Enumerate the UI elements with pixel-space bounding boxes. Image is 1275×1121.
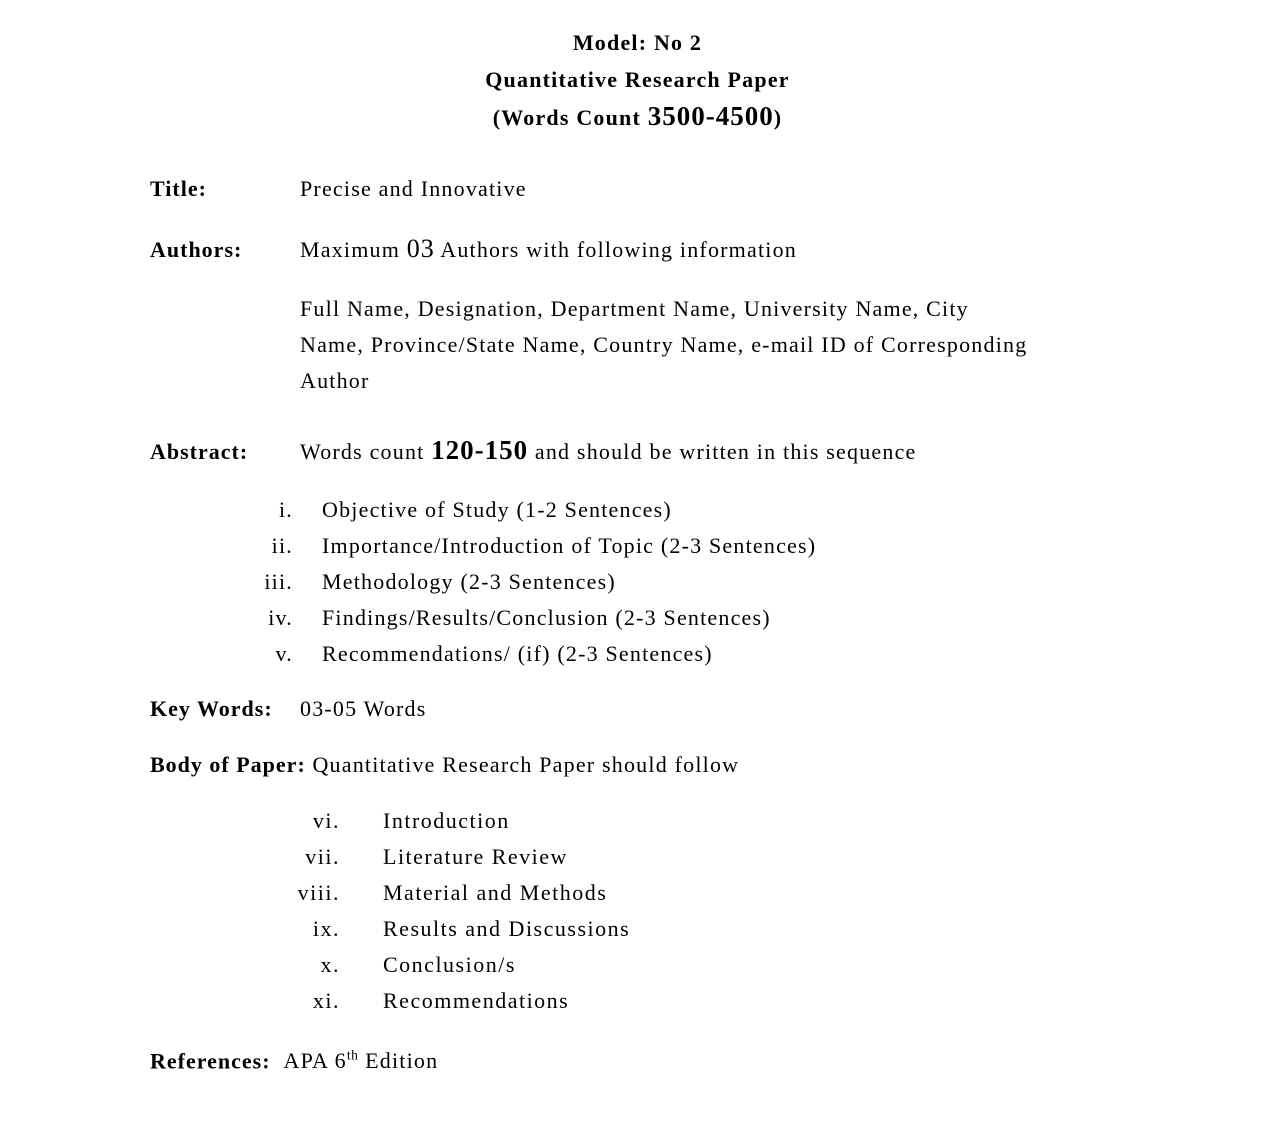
body-of-paper-label: Body of Paper: <box>150 752 306 777</box>
authors-value <box>300 234 797 265</box>
list-item <box>150 803 1125 839</box>
item-text: Objective of Study (1-2 Sentences) <box>322 497 672 522</box>
references-value <box>284 1048 439 1073</box>
list-item <box>150 875 1125 911</box>
references-label: References: <box>150 1048 271 1074</box>
item-text: Importance/Introduction of Topic (2-3 Sentences) <box>322 533 817 558</box>
keywords-label: Key Words: <box>150 696 273 721</box>
words-count-number: 3500-4500 <box>647 101 774 131</box>
item-numeral: x. <box>320 952 340 977</box>
item-numeral: iii. <box>264 569 293 594</box>
abstract-sequence-list <box>150 492 1125 672</box>
references-value-prefix: APA 6 <box>283 1048 347 1074</box>
header-line-3 <box>150 98 1125 136</box>
item-text: Material and Methods <box>383 880 608 905</box>
authors-details <box>300 291 1125 399</box>
item-text: Findings/Results/Conclusion (2-3 Sentences) <box>322 605 771 630</box>
item-text: Introduction <box>383 808 510 833</box>
item-numeral: viii. <box>297 880 340 905</box>
authors-value-prefix: Maximum <box>300 237 407 262</box>
words-count-suffix: ) <box>773 105 783 130</box>
abstract-section <box>150 435 1125 467</box>
title-label: Title: <box>150 176 207 201</box>
list-item <box>150 983 1125 1019</box>
list-item <box>150 839 1125 875</box>
references-section <box>150 1041 1125 1076</box>
authors-details-line: Author <box>300 368 370 393</box>
item-text: Recommendations/ (if) (2-3 Sentences) <box>322 641 713 666</box>
item-text: Recommendations <box>383 988 570 1013</box>
list-item <box>150 528 1125 564</box>
header-line-2: Quantitative Research Paper <box>485 67 790 92</box>
abstract-value <box>300 435 917 467</box>
item-numeral: vii. <box>305 844 340 869</box>
item-numeral: iv. <box>268 605 293 630</box>
list-item <box>150 636 1125 672</box>
references-ordinal-suffix: th <box>346 1048 359 1063</box>
abstract-words-number: 120-150 <box>431 435 529 465</box>
item-numeral: xi. <box>312 988 340 1013</box>
authors-section <box>150 234 1125 265</box>
list-item <box>150 492 1125 528</box>
list-item <box>150 947 1125 983</box>
list-item <box>150 600 1125 636</box>
header-line-1: Model: No 2 <box>572 30 703 55</box>
authors-value-suffix: Authors with following information <box>434 237 797 262</box>
body-structure-list <box>150 803 1125 1019</box>
abstract-value-prefix: Words count <box>300 439 432 464</box>
item-text: Results and Discussions <box>383 916 631 941</box>
title-value: Precise and Innovative <box>300 176 527 201</box>
item-text: Literature Review <box>383 844 568 869</box>
authors-max-number: 03 <box>406 234 435 263</box>
item-numeral: ix. <box>312 916 340 941</box>
references-value-suffix: Edition <box>358 1048 439 1074</box>
abstract-label: Abstract: <box>150 439 249 464</box>
item-text: Methodology (2-3 Sentences) <box>322 569 616 594</box>
document-header <box>150 24 1125 136</box>
item-numeral: v. <box>275 641 293 666</box>
item-numeral: i. <box>278 497 293 522</box>
body-of-paper-section <box>150 750 1125 780</box>
body-of-paper-value: Quantitative Research Paper should follow <box>305 752 740 777</box>
keywords-section <box>150 694 1125 724</box>
item-numeral: ii. <box>271 533 293 558</box>
authors-details-line: Full Name, Designation, Department Name, University Name, City <box>300 296 969 321</box>
title-section <box>150 174 1125 204</box>
item-text: Conclusion/s <box>383 952 516 977</box>
item-numeral: vi. <box>312 808 340 833</box>
list-item <box>150 564 1125 600</box>
authors-label: Authors: <box>150 237 243 262</box>
list-item <box>150 911 1125 947</box>
abstract-value-suffix: and should be written in this sequence <box>528 439 917 464</box>
words-count-prefix: (Words Count <box>492 105 648 130</box>
authors-details-line: Name, Province/State Name, Country Name, e-mail ID of Corresponding <box>300 332 1028 357</box>
keywords-value: 03-05 Words <box>300 696 427 721</box>
